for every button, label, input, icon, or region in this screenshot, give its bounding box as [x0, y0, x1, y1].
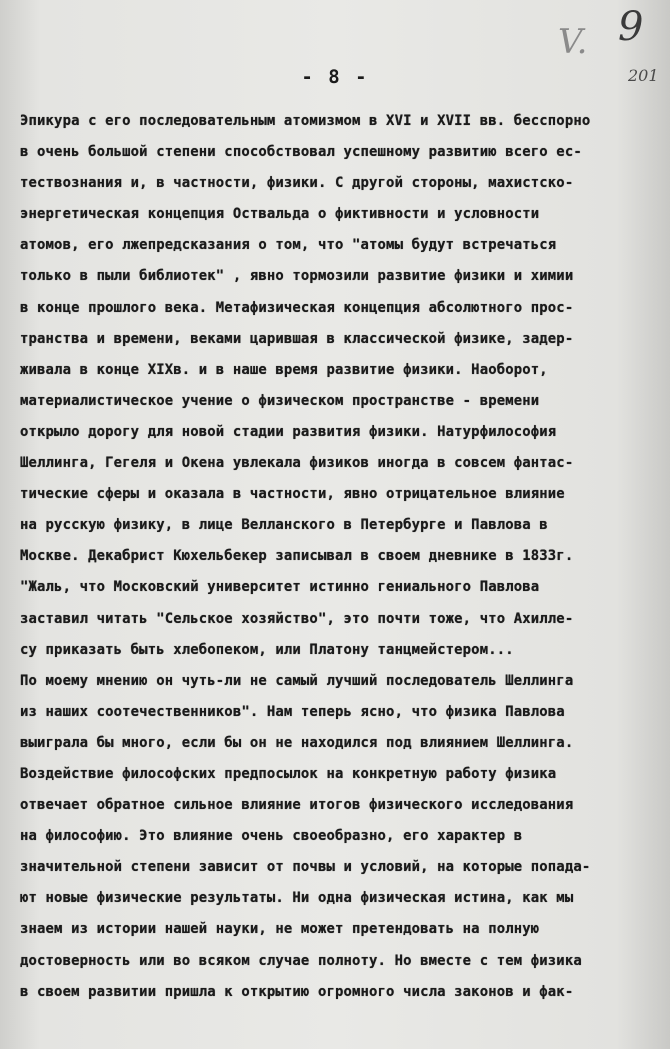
text-line: достоверность или во всяком случае полноту. Но вместе с тем физика [20, 952, 582, 969]
text-line: По моему мнению он чуть-ли не самый лучший последователь Шеллинга [20, 672, 574, 689]
margin-annotation-small: 201 [628, 66, 659, 85]
text-line: в очень большой степени способствовал успешному развитию всего ес- [20, 144, 582, 161]
text-line: из наших соотечественников". Нам теперь ясно, что физика Павлова [20, 703, 565, 720]
text-line: ют новые физические результаты. Ни одна физическая истина, как мы [20, 890, 574, 907]
text-line: живала в конце XIXв. и в наше время развитие физики. Наоборот, [20, 361, 548, 378]
text-line: су приказать быть хлебопеком, или Платону танцмейстером... [20, 641, 514, 658]
text-line: транства и времени, веками царившая в классической физике, задер- [20, 330, 574, 347]
text-line: Москве. Декабрист Кюхельбекер записывал в своем дневнике в 1833г. [20, 548, 574, 565]
text-line: в конце прошлого века. Метафизическая концепция абсолютного прос- [20, 299, 574, 316]
page-number: - 8 - [301, 66, 369, 88]
text-line: значительной степени зависит от почвы и условий, на которые попада- [20, 859, 591, 876]
text-line: атомов, его лжепредсказания о том, что "атомы будут встречаться [20, 237, 557, 254]
text-line: открыло дорогу для новой стадии развития физики. Натурфилософия [20, 423, 557, 440]
text-line: Шеллинга, Гегеля и Окена увлекала физиков иногда в совсем фантас- [20, 455, 574, 472]
text-line: в своем развитии пришла к открытию огромного числа законов и фак- [20, 983, 574, 1000]
text-line: тические сферы и оказала в частности, явно отрицательное влияние [20, 486, 565, 503]
text-line: отвечает обратное сильное влияние итогов физического исследования [20, 797, 574, 814]
text-line: "Жаль, что Московский университет истинно гениального Павлова [20, 579, 540, 596]
text-line: заставил читать "Сельское хозяйство", это почти тоже, что Ахилле- [20, 610, 574, 627]
text-line: выиграла бы много, если бы он не находился под влиянием Шеллинга. [20, 734, 574, 751]
text-line: Воздействие философских предпосылок на конкретную работу физика [20, 765, 557, 782]
text-line: энергетическая концепция Оствальда о фиктивности и условности [20, 206, 540, 223]
text-line: на философию. Это влияние очень своеобразно, его характер в [20, 828, 523, 845]
text-line: только в пыли библиотек" , явно тормозили развитие физики и химии [20, 268, 574, 285]
margin-annotation-light: V. [558, 22, 588, 62]
text-line: материалистическое учение о физическом пространстве - времени [20, 392, 540, 409]
text-line: Эпикура с его последовательным атомизмом в XVI и XVII вв. бесспорно [20, 113, 591, 129]
typewritten-body [20, 106, 670, 1008]
text-line: на русскую физику, в лице Велланского в Петербурге и Павлова в [20, 517, 548, 534]
text-line: знаем из истории нашей науки, не может претендовать на полную [20, 921, 540, 938]
margin-annotation-number: 9 [618, 4, 644, 50]
text-line: тествознания и, в частности, физики. С другой стороны, махистско- [20, 175, 574, 192]
